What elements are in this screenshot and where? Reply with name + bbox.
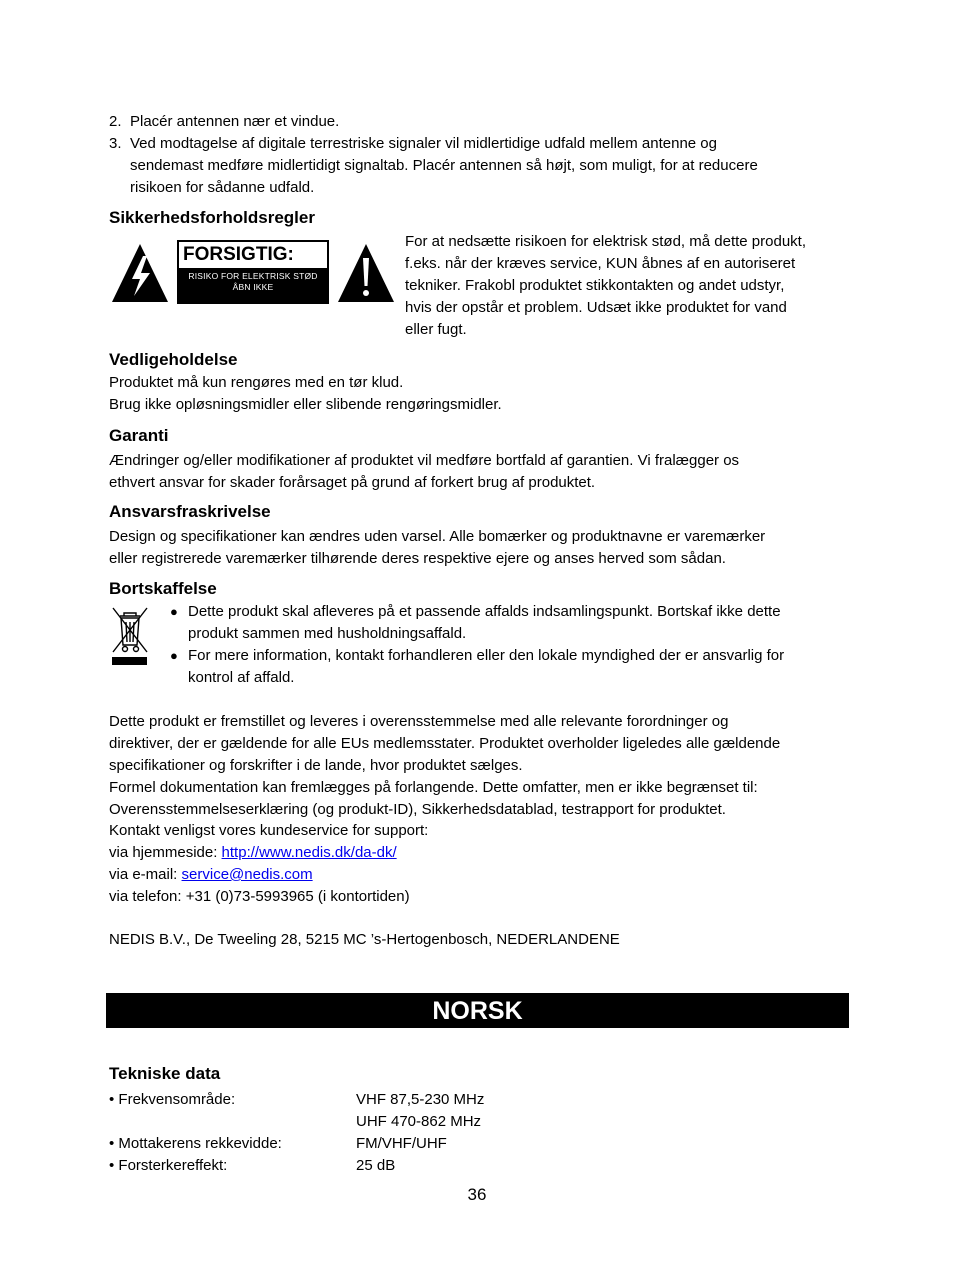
website-link[interactable]: http://www.nedis.dk/da-dk/ — [221, 844, 397, 861]
list-text-continued: risikoen for sådanne udfald. — [130, 179, 315, 196]
spec-value: 25 dB — [356, 1157, 396, 1174]
company-address: NEDIS B.V., De Tweeling 28, 5215 MC ’s-Hertogenbosch, NEDERLANDENE — [109, 931, 620, 948]
list-text-continued: sendemast medføre midlertidigt signaltab. Placér antennen så højt, som muligt, for at reducere — [130, 157, 758, 174]
bullet-dot: ● — [170, 648, 178, 663]
disclaimer-text-line: Design og specifikationer kan ændres uden varsel. Alle bomærker og produktnavne er varemærker — [109, 528, 766, 545]
conformity-text-line: Overensstemmelseserklæring (og produkt-ID), Sikkerhedsdatablad, testrapport for produktet. — [109, 801, 726, 818]
safety-text-line: f.eks. når der kræves service, KUN åbnes af en autoriseret — [405, 255, 796, 272]
list-text: Ved modtagelse af digitale terrestriske signaler vil midlertidige udfald mellem antenne og — [130, 135, 717, 152]
safety-heading: Sikkerhedsforholdsregler — [109, 208, 315, 227]
safety-text-line: For at nedsætte risikoen for elektrisk stød, må dette produkt, — [405, 233, 807, 250]
safety-text-line: hvis der opstår et problem. Udsæt ikke produktet for vand — [405, 299, 787, 316]
phone-line: via telefon: +31 (0)73-5993965 (i kontortiden) — [109, 888, 410, 905]
spec-label: • Frekvensområde: — [109, 1091, 236, 1108]
bullet-dot: ● — [170, 604, 178, 619]
warranty-text-line: Ændringer og/eller modifikationer af produktet vil medføre bortfald af garantien. Vi fralægger os — [109, 452, 740, 469]
conformity-text-line: Formel dokumentation kan fremlægges på forlangende. Dette omfatter, men er ikke begrænset til: — [109, 779, 758, 796]
conformity-text-line: direktiver, der er gældende for alle EUs medlemsstater. Produktet overholder ligeledes alle gældende — [109, 735, 781, 752]
maintenance-heading: Vedligeholdelse — [109, 350, 238, 369]
conformity-text-line: specifikationer og forskrifter i de lande, hvor produktet sælges. — [109, 757, 523, 774]
spec-value: VHF 87,5-230 MHz — [356, 1091, 485, 1108]
bullet-text-line: For mere information, kontakt forhandleren eller den lokale myndighed der er ansvarlig for — [188, 647, 785, 664]
website-prefix: via hjemmeside: — [109, 844, 222, 861]
bullet-text-line: kontrol af affald. — [188, 669, 295, 686]
language-section-bar: NORSK — [106, 993, 849, 1028]
spec-value: FM/VHF/UHF — [356, 1135, 447, 1152]
bullet-text-line: Dette produkt skal afleveres på et passende affalds indsamlingspunkt. Bortskaf ikke dette — [188, 603, 781, 620]
weee-crossed-bin-icon — [110, 604, 150, 668]
warranty-text-line: ethvert ansvar for skader forårsaget på grund af forkert brug af produktet. — [109, 474, 596, 491]
safety-text-line: eller fugt. — [405, 321, 467, 338]
list-number: 2. — [109, 113, 122, 130]
disclaimer-heading: Ansvarsfraskrivelse — [109, 502, 271, 521]
disposal-bullet-2 — [170, 645, 850, 689]
caution-label — [177, 240, 329, 304]
spec-label: • Mottakerens rekkevidde: — [109, 1135, 282, 1152]
conformity-text-line: Dette produkt er fremstillet og leveres i overensstemmelse med alle relevante forordninger og — [109, 713, 729, 730]
safety-text-line: tekniker. Frakobl produktet stikkontakten og andet udstyr, — [405, 277, 785, 294]
page-number: 36 — [467, 1185, 487, 1204]
list-text: Placér antennen nær et vindue. — [130, 113, 340, 130]
caution-subtext — [177, 271, 329, 293]
electric-shock-warning-icon — [110, 242, 170, 304]
disclaimer-text-line: eller registrerede varemærker tilhørende deres respektive ejere og anses herved som sådan. — [109, 550, 726, 567]
exclamation-warning-icon — [336, 242, 396, 304]
caution-line-1: RISIKO FOR ELEKTRISK STØD — [188, 271, 318, 281]
list-item-2 — [109, 111, 339, 133]
email-prefix: via e-mail: — [109, 866, 182, 883]
disposal-heading: Bortskaffelse — [109, 579, 217, 598]
maintenance-text-line: Brug ikke opløsningsmidler eller slibende rengøringsmidler. — [109, 396, 502, 413]
spec-value: UHF 470-862 MHz — [356, 1113, 482, 1130]
maintenance-text-line: Produktet må kun rengøres med en tør klud. — [109, 374, 404, 391]
spec-label: • Forsterkereffekt: — [109, 1157, 228, 1174]
list-item-3 — [109, 133, 717, 155]
email-line — [109, 864, 313, 886]
caution-line-2: ÅBN IKKE — [232, 282, 274, 292]
email-link[interactable]: service@nedis.com — [181, 866, 313, 883]
list-number: 3. — [109, 135, 122, 152]
caution-title: FORSIGTIG: — [179, 242, 327, 268]
conformity-text-line: Kontakt venligst vores kundeservice for support: — [109, 822, 429, 839]
website-line — [109, 842, 397, 864]
warranty-heading: Garanti — [109, 426, 169, 445]
bullet-text-line: produkt sammen med husholdningsaffald. — [188, 625, 467, 642]
disposal-bullet-1 — [170, 601, 850, 645]
tech-heading: Tekniske data — [109, 1064, 221, 1083]
